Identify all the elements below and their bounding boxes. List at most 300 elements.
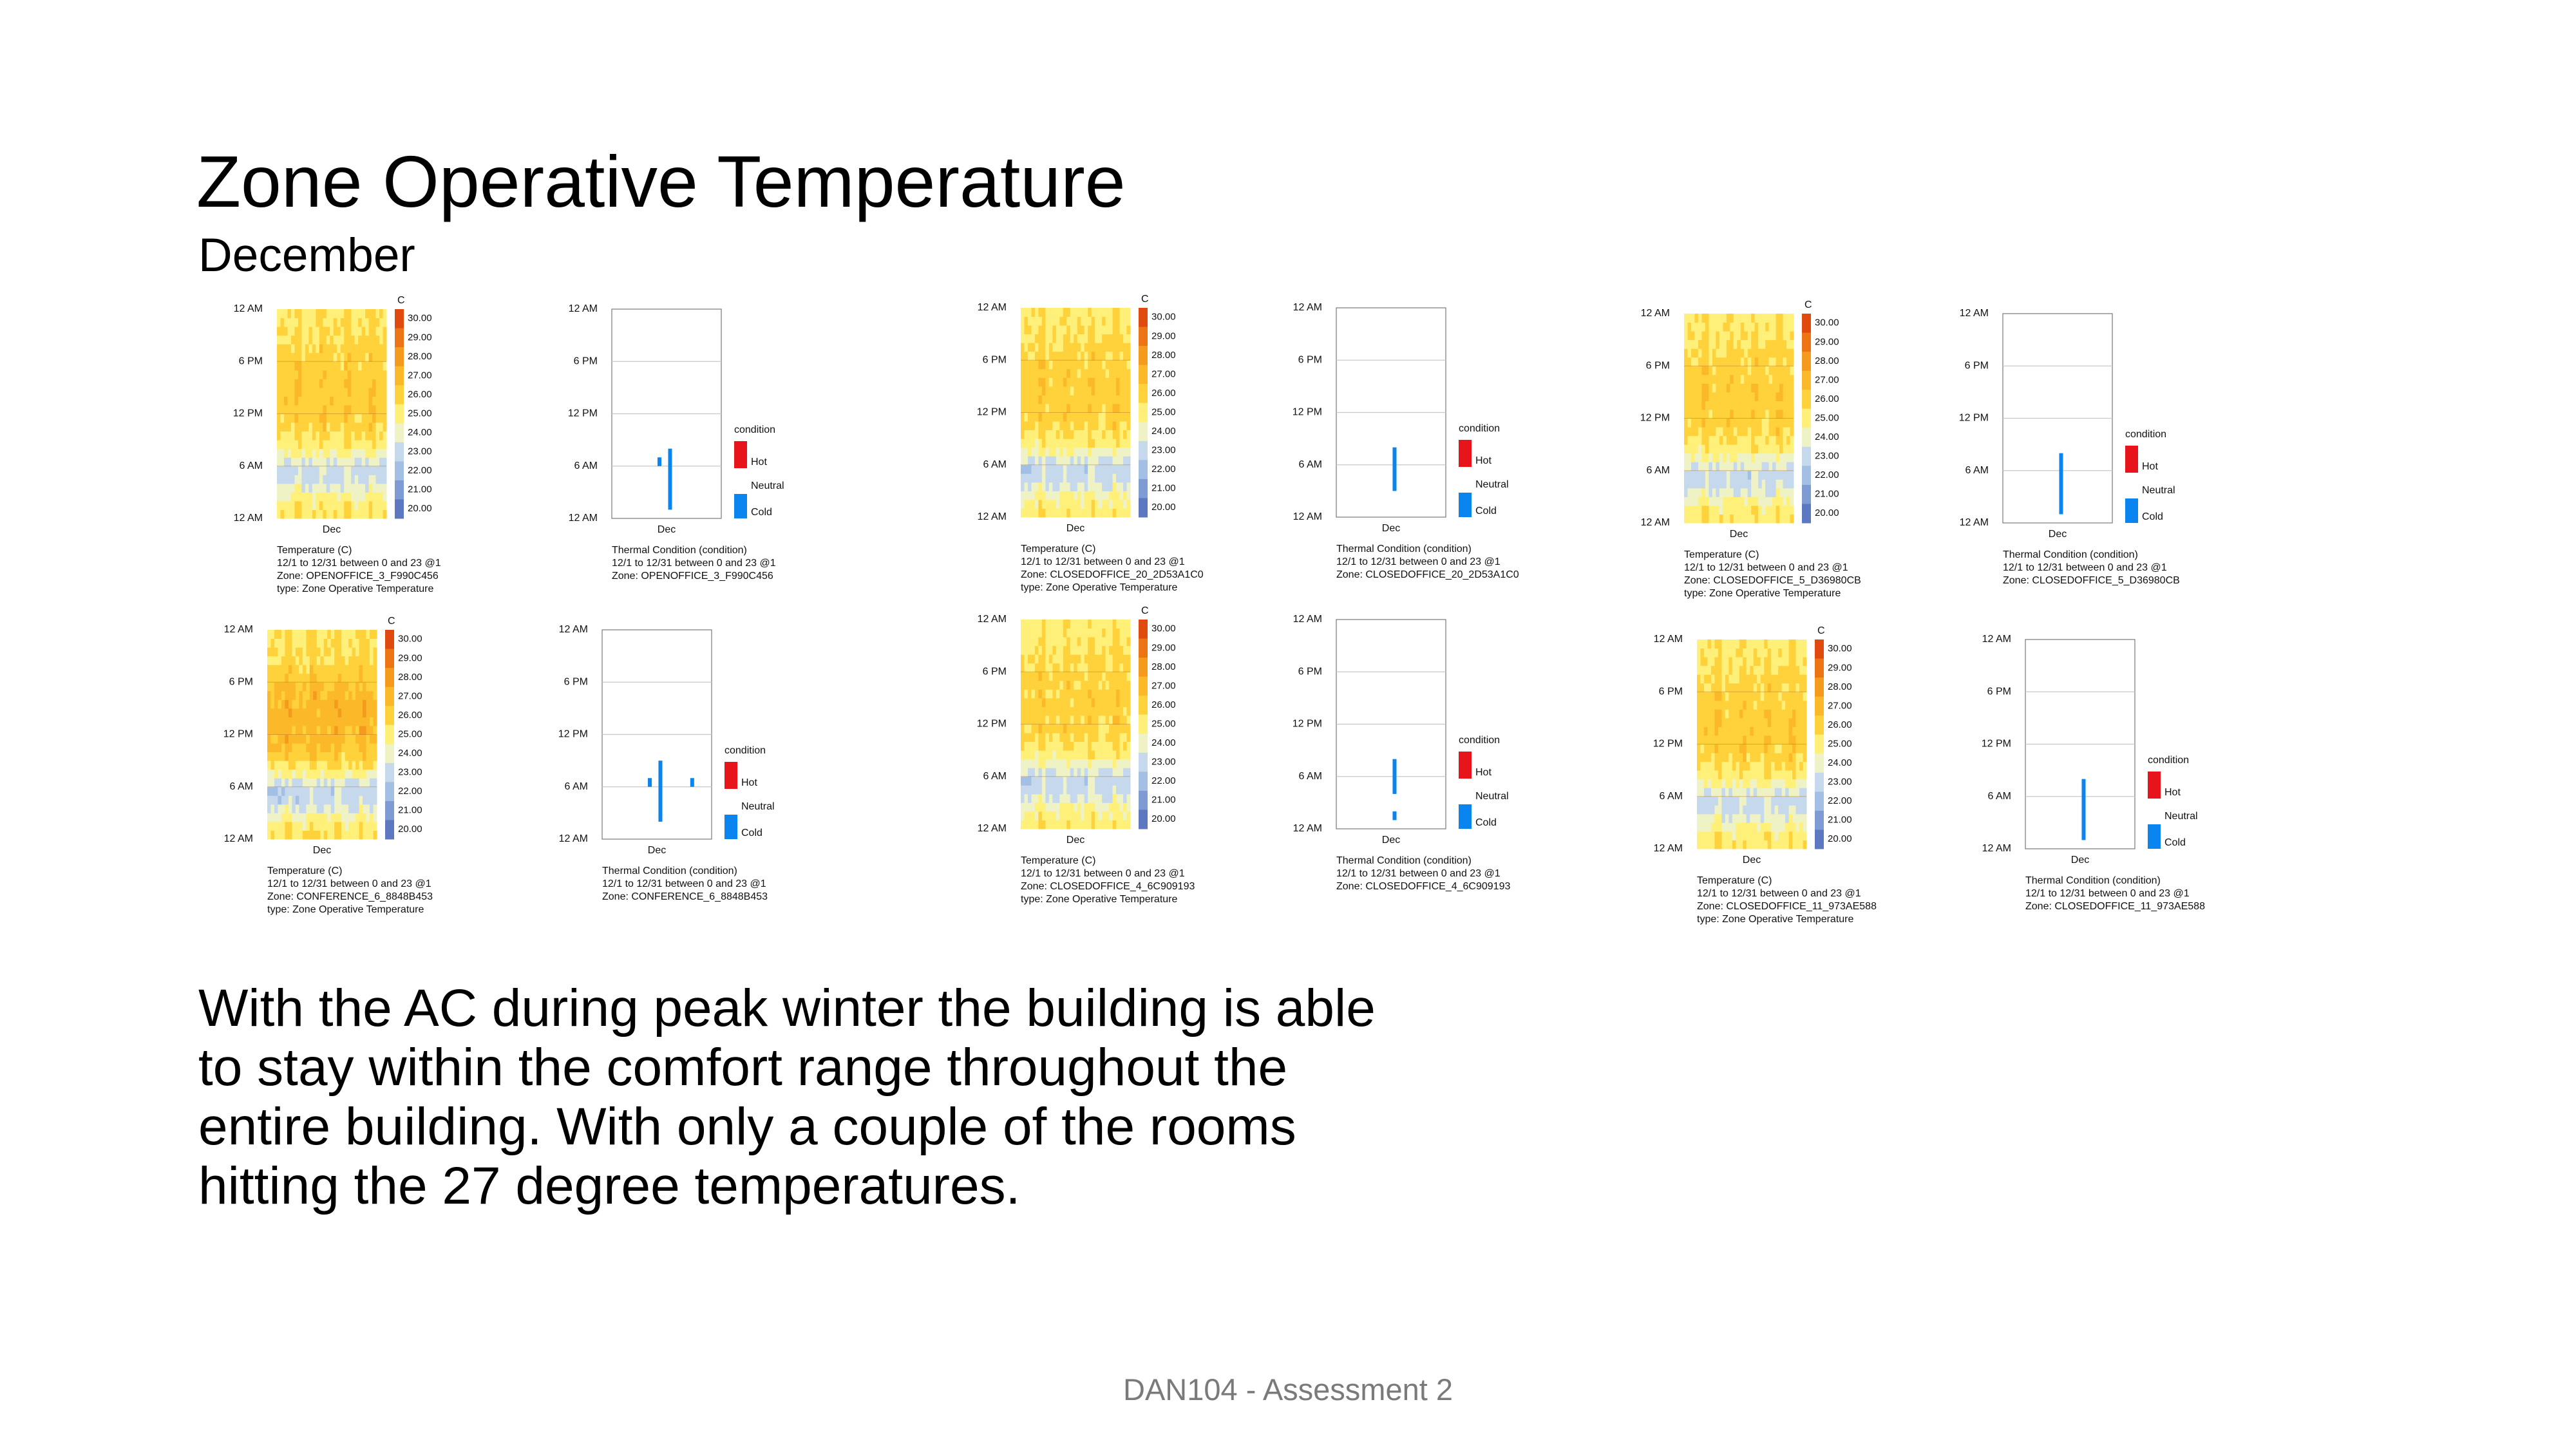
- heatmap-cell: [1711, 718, 1715, 727]
- heatmap-cell: [1779, 462, 1783, 471]
- heatmap-cell: [1779, 488, 1783, 497]
- heatmap-cell: [1757, 822, 1761, 831]
- heatmap-cell: [270, 717, 274, 726]
- heatmap-cell: [1035, 360, 1039, 369]
- heatmap-cell: [1092, 654, 1095, 663]
- heatmap-cell: [1728, 657, 1732, 666]
- heatmap-cell: [358, 449, 362, 458]
- heatmap-cell: [301, 449, 305, 458]
- heatmap-cell: [1106, 768, 1110, 777]
- heatmap-cell: [1691, 366, 1695, 375]
- heatmap-cell: [1723, 427, 1727, 436]
- heatmap-cell: [1035, 369, 1039, 378]
- heatmap-cell: [1758, 436, 1762, 445]
- heatmap-cell: [1697, 744, 1701, 753]
- colorbar-segment: [1815, 829, 1824, 849]
- heatmap-cell: [1730, 314, 1734, 323]
- heatmap-cell: [1768, 753, 1772, 762]
- heatmap-cell: [1768, 822, 1772, 831]
- y-tick-label: 6 PM: [1645, 360, 1670, 372]
- heatmap-cell: [379, 475, 383, 484]
- heatmap-cell: [1063, 360, 1067, 369]
- heatmap-cell: [287, 422, 291, 431]
- heatmap-cell: [352, 795, 356, 804]
- colorbar-tick-label: 30.00: [1151, 623, 1176, 634]
- heatmap-cell: [1084, 369, 1088, 378]
- heatmap-cell: [1088, 820, 1092, 829]
- heatmap-cell: [284, 449, 288, 458]
- heatmap-cell: [1120, 352, 1124, 361]
- heatmap-cell: [1803, 770, 1807, 779]
- legend-label-hot: Hot: [1475, 767, 1492, 779]
- heatmap-cell: [1113, 404, 1117, 413]
- heatmap-cell: [1070, 482, 1074, 491]
- heatmap-cell: [1088, 334, 1092, 343]
- heatmap-cell: [1694, 462, 1698, 471]
- heatmap-cell: [1095, 395, 1099, 404]
- heatmap-cell: [1056, 759, 1060, 768]
- heatmap-cell: [1718, 666, 1722, 675]
- heatmap-cell: [285, 813, 289, 822]
- heatmap-cell: [1127, 663, 1131, 672]
- heatmap-cell: [1719, 419, 1723, 428]
- heatmap-cell: [379, 457, 383, 466]
- heatmap-cell: [1095, 802, 1099, 811]
- heatmap-cell: [1099, 654, 1103, 663]
- heatmap-cell: [1736, 797, 1739, 806]
- heatmap-cell: [1113, 785, 1117, 794]
- heatmap-cell: [1786, 357, 1790, 366]
- heatmap-cell: [1790, 419, 1794, 428]
- heatmap-cell: [1694, 357, 1698, 366]
- heatmap-cell: [348, 813, 352, 822]
- heatmap-cell: [358, 353, 362, 362]
- heatmap-cell: [1052, 343, 1056, 352]
- heatmap-cell: [1737, 506, 1741, 515]
- heatmap-cell: [1727, 514, 1730, 523]
- heatmap-cell: [1077, 430, 1081, 439]
- heatmap-cell: [1127, 733, 1131, 742]
- heatmap-cell: [341, 674, 345, 683]
- heatmap-cell: [1684, 453, 1688, 462]
- heatmap-cell: [324, 674, 328, 683]
- caption-line: 12/1 to 12/31 between 0 and 23 @1: [612, 558, 776, 569]
- heatmap-cell: [1113, 811, 1117, 820]
- heatmap-cell: [1727, 340, 1730, 349]
- heatmap-cell: [303, 674, 307, 683]
- heatmap-cell: [1045, 500, 1049, 509]
- heatmap-cell: [1744, 340, 1748, 349]
- heatmap-cell: [334, 336, 337, 345]
- caption-line: Zone: CLOSEDOFFICE_5_D36980CB: [1684, 575, 1861, 586]
- heatmap-cell: [334, 778, 338, 787]
- heatmap-cell: [1716, 488, 1719, 497]
- heatmap-cell: [1761, 840, 1765, 849]
- heatmap-cell: [337, 466, 341, 475]
- heatmap-cell: [359, 813, 363, 822]
- colorbar-segment: [1139, 696, 1148, 715]
- heatmap-cell: [1734, 471, 1738, 480]
- heatmap-cell: [1024, 820, 1028, 829]
- colorbar-tick-label: 24.00: [408, 427, 432, 439]
- heatmap-cell: [1728, 753, 1732, 762]
- heatmap-cell: [1707, 840, 1711, 849]
- heatmap-cell: [365, 440, 369, 449]
- heatmap-cell: [372, 466, 376, 475]
- heatmap-cell: [351, 440, 355, 449]
- heatmap-cell: [1127, 430, 1131, 439]
- heatmap-cell: [1123, 689, 1127, 698]
- heatmap-cell: [1116, 698, 1120, 707]
- heatmap-cell: [299, 639, 303, 648]
- heatmap-cell: [1718, 674, 1722, 683]
- heatmap-cell: [1721, 779, 1725, 788]
- heatmap-cell: [359, 682, 363, 691]
- heatmap-cell: [1684, 427, 1688, 436]
- heatmap-cell: [1106, 404, 1110, 413]
- heatmap-cell: [270, 770, 274, 779]
- heatmap-cell: [355, 787, 359, 796]
- heatmap-cell: [313, 665, 317, 674]
- heatmap-cell: [1074, 681, 1077, 690]
- heatmap-cell: [1031, 482, 1035, 491]
- heatmap-cell: [1751, 506, 1755, 515]
- heatmap-cell: [330, 309, 334, 318]
- heatmap-cell: [1725, 692, 1729, 701]
- heatmap-cell: [299, 630, 303, 639]
- heatmap-cell: [1782, 744, 1786, 753]
- heatmap-cell: [348, 830, 352, 839]
- heatmap-cell: [1066, 663, 1070, 672]
- heatmap-cell: [308, 361, 312, 370]
- heatmap-cell: [1127, 308, 1131, 317]
- heatmap-cell: [1116, 325, 1120, 334]
- heatmap-cell: [1120, 706, 1124, 715]
- heatmap-cell: [1038, 663, 1042, 672]
- heatmap-cell: [310, 682, 314, 691]
- heatmap-cell: [1042, 317, 1046, 326]
- heatmap-cell: [1021, 317, 1025, 326]
- heatmap-cell: [308, 353, 312, 362]
- heatmap-cell: [1718, 779, 1722, 788]
- heatmap-cell: [1721, 797, 1725, 806]
- heatmap-cell: [1063, 413, 1067, 422]
- heatmap-cell: [1757, 674, 1761, 683]
- heatmap-cell: [1021, 637, 1025, 646]
- heatmap-cell: [1723, 366, 1727, 375]
- heatmap-cell: [1700, 831, 1704, 840]
- heatmap-cell: [1106, 663, 1110, 672]
- heatmap-cell: [1700, 726, 1704, 735]
- heatmap-cell: [1718, 683, 1722, 692]
- heatmap-cell: [1056, 785, 1060, 794]
- heatmap-cell: [1021, 689, 1025, 698]
- heatmap-cell: [1803, 814, 1807, 823]
- heatmap-cell: [1113, 706, 1117, 715]
- heatmap-cell: [270, 804, 274, 813]
- heatmap-cell: [1698, 340, 1702, 349]
- heatmap-cell: [355, 795, 359, 804]
- heatmap-cell: [1031, 777, 1035, 786]
- heatmap-cell: [1736, 735, 1739, 744]
- heatmap-cell: [1697, 797, 1701, 806]
- heatmap-cell: [1095, 413, 1099, 422]
- heatmap-cell: [1736, 674, 1739, 683]
- heatmap-cell: [1736, 840, 1739, 849]
- heatmap-cell: [1031, 646, 1035, 655]
- heatmap-cell: [348, 309, 352, 318]
- heatmap-cell: [1045, 742, 1049, 751]
- heatmap-cell: [379, 370, 383, 379]
- heatmap-cell: [334, 466, 337, 475]
- heatmap-cell: [1052, 500, 1056, 509]
- heatmap-cell: [1102, 404, 1106, 413]
- caption-line: Zone: CLOSEDOFFICE_4_6C909193: [1336, 881, 1511, 892]
- heatmap-cell: [1052, 352, 1056, 361]
- heatmap-cell: [359, 761, 363, 770]
- heatmap-cell: [1063, 715, 1067, 724]
- heatmap-cell: [1038, 724, 1042, 734]
- heatmap-cell: [1049, 500, 1053, 509]
- heatmap-cell: [1059, 325, 1063, 334]
- heatmap-cell: [348, 509, 352, 518]
- heatmap-cell: [1796, 639, 1800, 649]
- heatmap-cell: [308, 327, 312, 336]
- heatmap-cell: [379, 492, 383, 501]
- heatmap-cell: [298, 361, 302, 370]
- heatmap-cell: [1095, 742, 1099, 751]
- heatmap-cell: [1109, 430, 1113, 439]
- heatmap-cell: [1099, 317, 1103, 326]
- heatmap-cell: [1684, 340, 1688, 349]
- heatmap-cell: [1099, 620, 1103, 629]
- colorbar-segment: [385, 630, 394, 649]
- chart-svg: [1981, 634, 2270, 884]
- heatmap-cell: [1768, 831, 1772, 840]
- heatmap-cell: [1783, 488, 1787, 497]
- heatmap-cell: [1070, 404, 1074, 413]
- heatmap-cell: [313, 761, 317, 770]
- heatmap-cell: [1776, 331, 1780, 340]
- heatmap-cell: [1113, 491, 1117, 500]
- heatmap-cell: [1038, 439, 1042, 448]
- heatmap-cell: [362, 318, 366, 327]
- heatmap-cell: [1743, 814, 1747, 823]
- heatmap-cell: [327, 336, 330, 345]
- heatmap-cell: [1042, 352, 1046, 361]
- heatmap-cell: [1705, 453, 1709, 462]
- heatmap-cell: [370, 787, 374, 796]
- heatmap-cell: [274, 778, 278, 787]
- heatmap-cell: [1099, 334, 1103, 343]
- heatmap-cell: [363, 752, 366, 761]
- heatmap-cell: [1120, 733, 1124, 742]
- heatmap-cell: [1052, 369, 1056, 378]
- heatmap-cell: [313, 822, 317, 831]
- heatmap-cell: [366, 822, 370, 831]
- heatmap-cell: [365, 353, 369, 362]
- heatmap-cell: [1063, 439, 1067, 448]
- heatmap-cell: [374, 813, 377, 822]
- heatmap-cell: [383, 449, 387, 458]
- heatmap-cell: [1021, 439, 1025, 448]
- heatmap-cell: [1741, 462, 1745, 471]
- heatmap-cell: [1765, 506, 1769, 515]
- heatmap-cell: [1741, 314, 1745, 323]
- heatmap-cell: [1744, 479, 1748, 488]
- heatmap-cell: [1700, 709, 1704, 718]
- heatmap-cell: [316, 344, 319, 353]
- heatmap-cell: [1750, 657, 1754, 666]
- heatmap-cell: [284, 396, 288, 405]
- heatmap-cell: [1762, 375, 1766, 384]
- heatmap-cell: [1755, 488, 1759, 497]
- colorbar-unit: C: [1141, 605, 1149, 617]
- heatmap-cell: [1712, 323, 1716, 332]
- heatmap-cell: [1705, 375, 1709, 384]
- heatmap-cell: [1718, 822, 1722, 831]
- heatmap-cell: [1792, 709, 1796, 718]
- heatmap-cell: [1021, 508, 1025, 517]
- heatmap-cell: [1741, 401, 1745, 410]
- heatmap-cell: [1084, 325, 1088, 334]
- heatmap-cell: [1803, 701, 1807, 710]
- heatmap-cell: [1707, 735, 1711, 744]
- heatmap-cell: [277, 405, 281, 414]
- heatmap-cell: [1028, 637, 1032, 646]
- heatmap-cell: [1743, 822, 1747, 831]
- y-tick-label: 12 PM: [1292, 406, 1322, 418]
- heatmap-cell: [1785, 666, 1789, 675]
- heatmap-cell: [358, 309, 362, 318]
- heatmap-cell: [1066, 360, 1070, 369]
- heatmap-cell: [287, 449, 291, 458]
- heatmap-cell: [316, 457, 319, 466]
- heatmap-cell: [1120, 369, 1124, 378]
- heatmap-cell: [298, 422, 302, 431]
- heatmap-cell: [1694, 340, 1698, 349]
- heatmap-cell: [359, 656, 363, 665]
- heatmap-cell: [305, 501, 309, 510]
- heatmap-cell: [1127, 785, 1131, 794]
- heatmap-cell: [1102, 663, 1106, 672]
- heatmap-cell: [1059, 456, 1063, 465]
- heatmap-cell: [317, 639, 321, 648]
- heatmap-cell: [331, 682, 335, 691]
- heatmap-cell: [334, 717, 338, 726]
- heatmap-cell: [1038, 377, 1042, 386]
- heatmap-cell: [1031, 413, 1035, 422]
- heatmap-cell: [1059, 811, 1063, 820]
- heatmap-cell: [1803, 674, 1807, 683]
- heatmap-cell: [267, 813, 271, 822]
- heatmap-cell: [1785, 649, 1789, 658]
- heatmap-cell: [366, 699, 370, 708]
- heatmap-cell: [1714, 639, 1718, 649]
- heatmap-cell: [1063, 343, 1067, 352]
- heatmap-cell: [324, 804, 328, 813]
- heatmap-cell: [1709, 331, 1712, 340]
- heatmap-cell: [1744, 427, 1748, 436]
- heatmap-cell: [366, 813, 370, 822]
- heatmap-cell: [1070, 777, 1074, 786]
- chart-svg: [1292, 614, 1581, 864]
- heatmap-cell: [327, 795, 331, 804]
- heatmap-cell: [1045, 715, 1049, 724]
- heatmap-cell: [1056, 413, 1060, 422]
- heatmap-cell: [338, 717, 342, 726]
- heatmap-cell: [1127, 508, 1131, 517]
- heatmap-cell: [1764, 683, 1768, 692]
- heatmap-cell: [341, 414, 345, 423]
- heatmap-cell: [330, 344, 334, 353]
- heatmap-cell: [1031, 811, 1035, 820]
- heatmap-cell: [1113, 317, 1117, 326]
- heatmap-cell: [1042, 654, 1046, 663]
- heatmap-cell: [280, 344, 284, 353]
- heatmap-cell: [1056, 777, 1060, 786]
- heatmap-cell: [1088, 352, 1092, 361]
- heatmap-cell: [1031, 508, 1035, 517]
- heatmap-cell: [1727, 419, 1730, 428]
- heatmap-cell: [310, 743, 314, 752]
- heatmap-cell: [1750, 814, 1754, 823]
- heatmap-cell: [348, 449, 352, 458]
- heatmap-cell: [1734, 410, 1738, 419]
- heatmap-cell: [1092, 794, 1095, 803]
- heatmap-cell: [1721, 744, 1725, 753]
- heatmap-cell: [341, 699, 345, 708]
- heatmap-cell: [1694, 488, 1698, 497]
- heatmap-cell: [301, 396, 305, 405]
- heatmap-cell: [1698, 479, 1702, 488]
- y-tick-label: 12 AM: [233, 513, 263, 524]
- heatmap-cell: [1764, 831, 1768, 840]
- heatmap-cell: [1102, 473, 1106, 482]
- heatmap-cell: [1764, 666, 1768, 675]
- heatmap-cell: [1059, 308, 1063, 317]
- heatmap-cell: [1102, 637, 1106, 646]
- heatmap-cell: [1697, 683, 1701, 692]
- heatmap-cell: [277, 379, 281, 388]
- heatmap-cell: [1074, 343, 1077, 352]
- heatmap-cell: [1700, 639, 1704, 649]
- heatmap-cell: [1728, 709, 1732, 718]
- heatmap-cell: [1737, 427, 1741, 436]
- heatmap-cell: [1790, 514, 1794, 523]
- colorbar-segment: [1815, 791, 1824, 811]
- heatmap-cell: [292, 804, 296, 813]
- heatmap-cell: [338, 699, 342, 708]
- heatmap-cell: [1113, 820, 1117, 829]
- heatmap-cell: [379, 405, 383, 414]
- heatmap-cell: [1734, 392, 1738, 401]
- heatmap-cell: [277, 475, 281, 484]
- heatmap-cell: [355, 501, 359, 510]
- heatmap-cell: [345, 656, 349, 665]
- heatmap-cell: [1789, 753, 1793, 762]
- colorbar-segment: [1815, 639, 1824, 659]
- heatmap-cell: [1102, 733, 1106, 742]
- colorbar-unit: C: [397, 295, 405, 307]
- heatmap-cell: [1063, 785, 1067, 794]
- heatmap-cell: [1741, 375, 1745, 384]
- heatmap-cell: [1687, 366, 1691, 375]
- heatmap-cell: [1127, 742, 1131, 751]
- heatmap-cell: [1123, 352, 1127, 361]
- heatmap-cell: [278, 787, 281, 796]
- heatmap-cell: [281, 699, 285, 708]
